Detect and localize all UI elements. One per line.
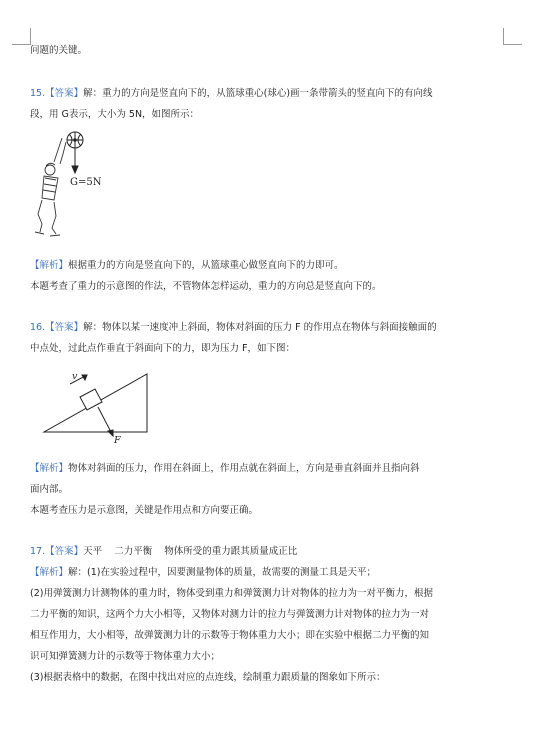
q17-analysis-text: 解：(1)在实验过程中，因要测量物体的质量，故需要的测量工具是天平；: [68, 567, 376, 578]
q17-line5: 识可知弹簧测力计的示数等于物体重力大小；: [30, 651, 221, 662]
q17-line2: (2)用弹簧测力计测物体的重力时，物体受到重力和弹簧测力计对物体的拉力为一对平衡力，根据: [30, 588, 433, 599]
child-figure-icon: [35, 138, 66, 236]
q16-number: 16.: [30, 322, 46, 333]
q15-summary: 本题考查了重力的示意图的作法，不管物体怎样运动，重力的方向总是竖直向下的。: [30, 281, 382, 292]
q16-line1: [30, 321, 437, 335]
q17-answer-line: [30, 545, 297, 559]
q15-analysis-tag: 【解析】: [30, 260, 69, 271]
q17-number: 17.: [30, 546, 46, 557]
q16-analysis-line2: 面内部。: [30, 484, 69, 495]
q15-analysis-text: 根据重力的方向是竖直向下的，从篮球重心做竖直向下的力即可。: [68, 260, 344, 271]
q15-analysis: [30, 259, 344, 273]
q17-line4: 相互作用力，大小相等，故弹簧测力计的示数等于物体重力大小；即在实验中根据二力平衡的知: [30, 630, 430, 641]
q16-analysis-line1: [30, 462, 420, 476]
previous-line: 问题的关键。: [30, 45, 88, 56]
q15-line1: [30, 87, 433, 101]
q16-analysis-tag: 【解析】: [30, 463, 69, 474]
q16-summary: 本题考查压力是示意图，关键是作用点和方向要正确。: [30, 505, 259, 516]
q16-analysis-text: 物体对斜面的压力，作用在斜面上，作用点就在斜面上，方向是垂直斜面并且指向斜: [68, 463, 420, 474]
q16-answer-tag: 【答案】: [45, 322, 84, 333]
q16-force-label: F: [114, 435, 121, 446]
gravity-arrow: [72, 140, 78, 173]
q17-line6: (3)根据表格中的数据，在图中找出对应的点连线，绘制重力跟质量的图象如下所示：: [30, 672, 386, 683]
q15-line2: 段，用 G表示，大小为 5N，如图所示：: [30, 109, 200, 120]
corner-mark-right: [503, 28, 522, 45]
corner-mark-left: [12, 28, 31, 45]
q16-line2: 中点处，过此点作垂直于斜面向下的力，即为压力 F，如下图：: [30, 343, 295, 354]
block-on-incline: [80, 389, 102, 410]
q17-analysis-line1: [30, 566, 376, 580]
q17-answer-text: 天平 二力平衡 物体所受的重力跟其质量成正比: [83, 546, 298, 557]
q17-line3: 二力平衡的知识，这两个力大小相等，又物体对测力计的拉力与弹簧测力计对物体的拉力为一对: [30, 609, 430, 620]
q16-incline-figure: [42, 362, 162, 452]
q17-analysis-tag: 【解析】: [30, 567, 69, 578]
q15-number: 15.: [30, 88, 46, 99]
q16-text-1: 解：物体以某一速度冲上斜面，物体对斜面的压力 F 的作用点在物体与斜面接触面的: [83, 322, 437, 333]
q16-velocity-label: v: [72, 371, 78, 382]
q15-figure-label: G=5N: [70, 177, 102, 188]
q15-answer-tag: 【答案】: [45, 88, 84, 99]
q17-answer-tag: 【答案】: [45, 546, 84, 557]
q15-text-1: 解：重力的方向是竖直向下的，从篮球重心(球心)画一条带箭头的竖直向下的有向线: [83, 88, 433, 99]
